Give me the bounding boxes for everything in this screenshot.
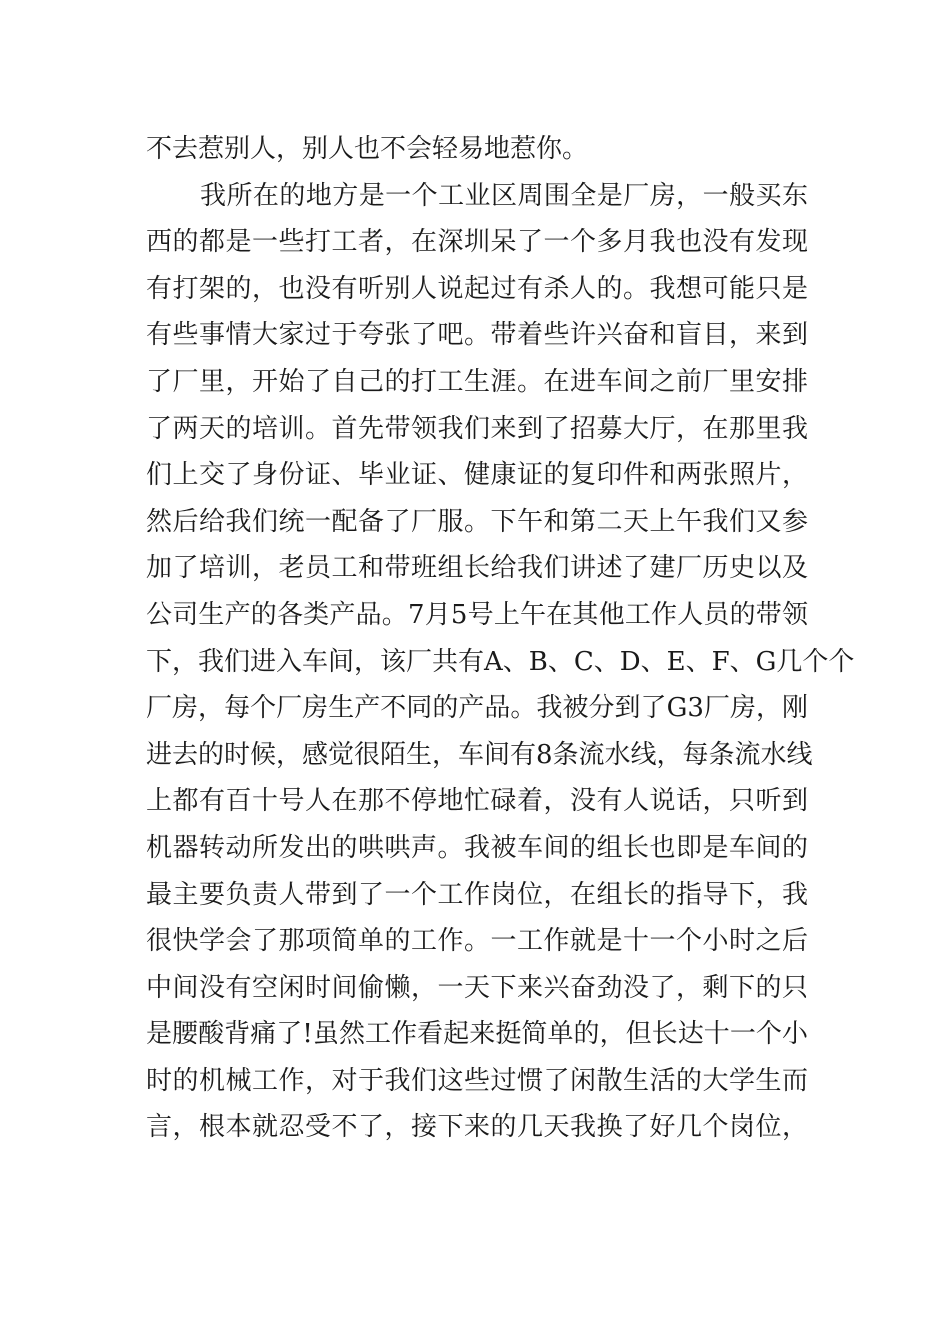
text-line: 言，根本就忍受不了，接下来的几天我换了好几个岗位， <box>146 1112 808 1143</box>
text-line: 中间没有空闲时间偷懒，一天下来兴奋劲没了，剩下的只 <box>146 972 808 1003</box>
text-line: 了两天的培训。首先带领我们来到了招募大厅，在那里我 <box>146 413 808 444</box>
text-line: 是腰酸背痛了!虽然工作看起来挺简单的，但长达十一个小 <box>146 1019 808 1050</box>
text-line: 公司生产的各类产品。7月5号上午在其他工作人员的带领 <box>146 599 808 630</box>
text-line: 上都有百十号人在那不停地忙碌着，没有人说话，只听到 <box>146 786 808 817</box>
text-line: 厂房，每个厂房生产不同的产品。我被分到了G3厂房，刚 <box>146 693 808 724</box>
text-line: 然后给我们统一配备了厂服。下午和第二天上午我们又参 <box>146 506 808 537</box>
text-line: 进去的时候，感觉很陌生，车间有8条流水线，每条流水线 <box>146 739 813 770</box>
text-line: 下，我们进入车间，该厂共有A、B、C、D、E、F、G几个个 <box>146 646 855 677</box>
text-line: 不去惹别人，别人也不会轻易地惹你。 <box>146 134 589 164</box>
text-line: 加了培训，老员工和带班组长给我们讲述了建厂历史以及 <box>146 553 808 584</box>
text-line: 们上交了身份证、毕业证、健康证的复印件和两张照片， <box>146 460 808 491</box>
text-line: 时的机械工作，对于我们这些过惯了闲散生活的大学生而 <box>146 1065 808 1096</box>
text-line: 我所在的地方是一个工业区周围全是厂房，一般买东 <box>200 180 808 211</box>
body-text <box>146 126 855 1151</box>
text-line: 西的都是一些打工者，在深圳呆了一个多月我也没有发现 <box>146 227 808 258</box>
text-line: 有些事情大家过于夸张了吧。带着些许兴奋和盲目，来到 <box>146 320 808 351</box>
text-line: 很快学会了那项简单的工作。一工作就是十一个小时之后 <box>146 926 808 957</box>
text-line: 有打架的，也没有听别人说起过有杀人的。我想可能只是 <box>146 273 808 304</box>
text-line: 机器转动所发出的哄哄声。我被车间的组长也即是车间的 <box>146 832 808 863</box>
text-line: 了厂里，开始了自己的打工生涯。在进车间之前厂里安排 <box>146 366 808 397</box>
text-line: 最主要负责人带到了一个工作岗位，在组长的指导下，我 <box>146 879 808 910</box>
